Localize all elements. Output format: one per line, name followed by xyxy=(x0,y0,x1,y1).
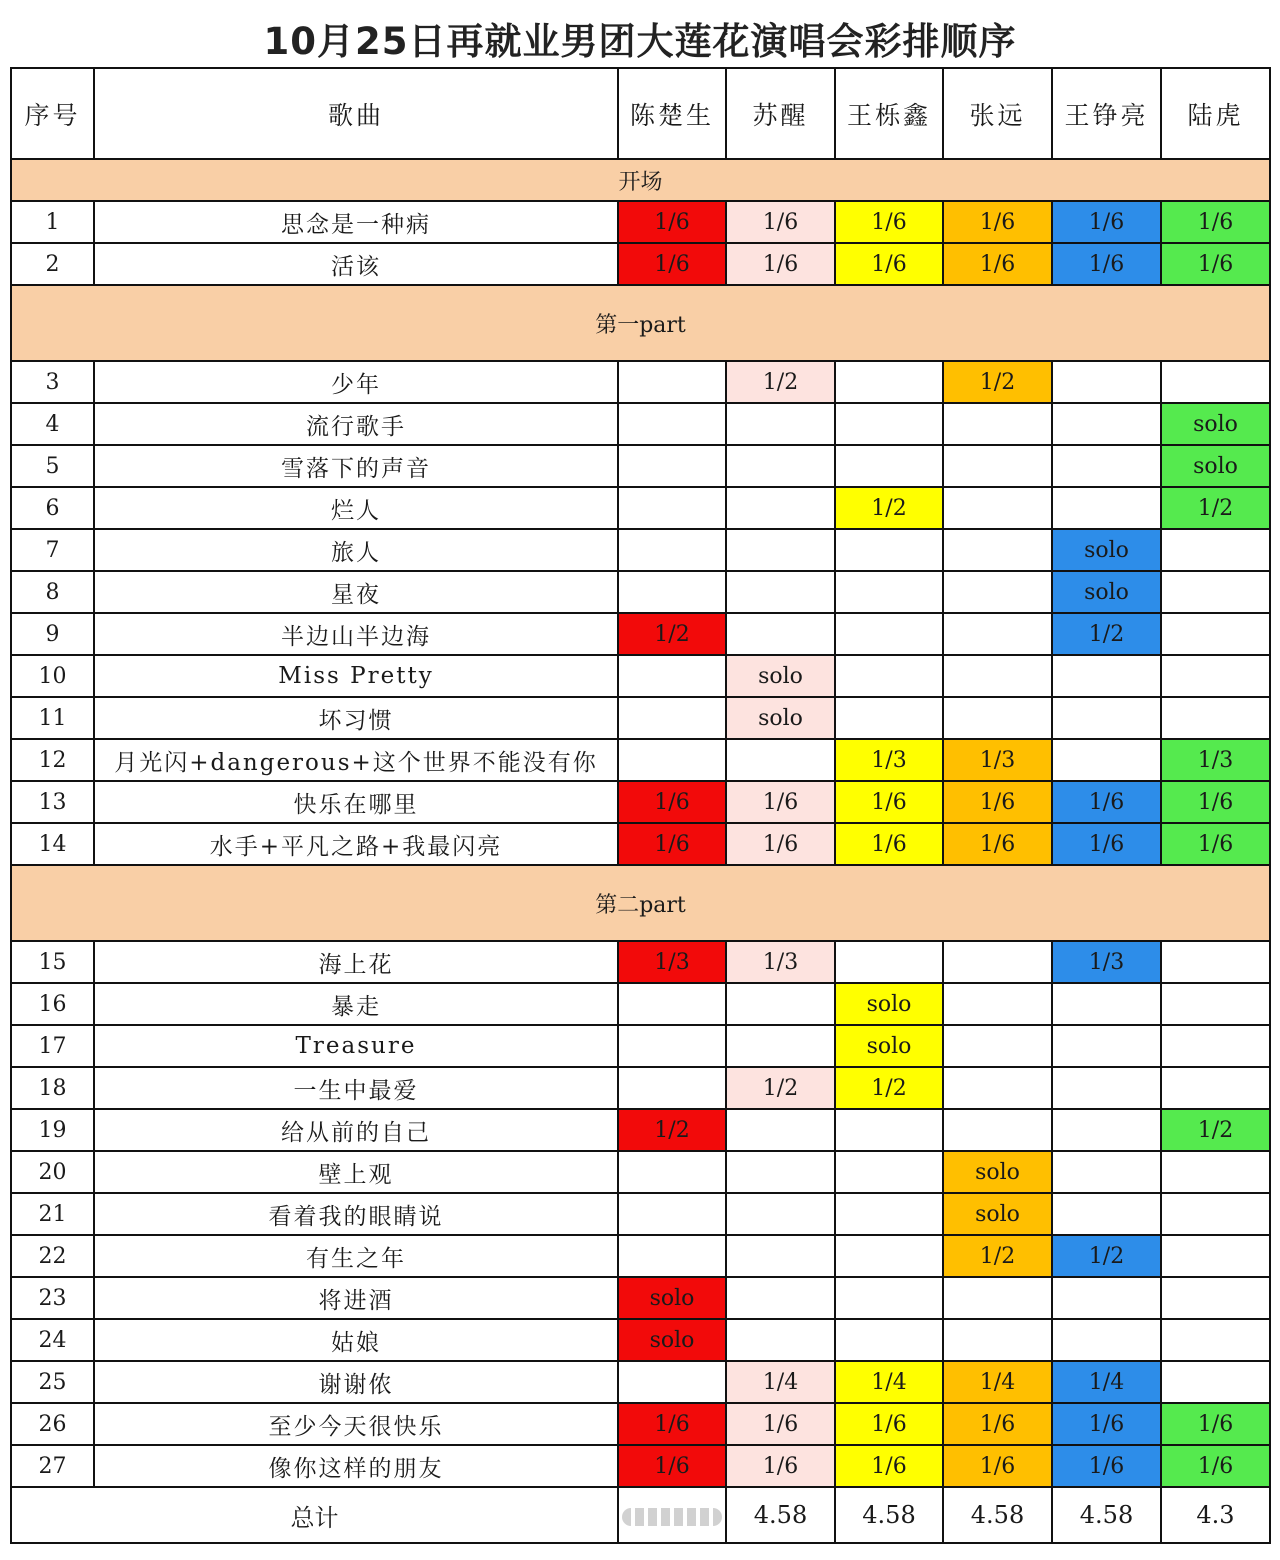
header-song: 歌曲 xyxy=(94,68,618,159)
total-row xyxy=(11,1487,1270,1543)
part-cell xyxy=(1161,1277,1270,1319)
song-title: 有生之年 xyxy=(94,1235,618,1277)
part-cell: 1/6 xyxy=(943,243,1052,285)
part-cell xyxy=(835,445,943,487)
part-cell xyxy=(1161,1361,1270,1403)
part-cell: solo xyxy=(1052,571,1161,613)
part-cell: 1/2 xyxy=(943,361,1052,403)
section-row xyxy=(11,285,1270,361)
part-cell: 1/6 xyxy=(618,243,726,285)
part-cell xyxy=(1161,361,1270,403)
part-cell: 1/2 xyxy=(1052,1235,1161,1277)
song-title: 旅人 xyxy=(94,529,618,571)
part-cell xyxy=(943,697,1052,739)
part-cell xyxy=(1161,1235,1270,1277)
part-cell: solo xyxy=(726,697,835,739)
part-cell xyxy=(835,941,943,983)
part-cell xyxy=(726,445,835,487)
part-cell: 1/6 xyxy=(618,1403,726,1445)
part-cell: 1/6 xyxy=(726,243,835,285)
part-cell: 1/3 xyxy=(726,941,835,983)
part-cell xyxy=(1052,739,1161,781)
part-cell xyxy=(618,1361,726,1403)
part-cell xyxy=(1052,403,1161,445)
part-cell xyxy=(835,361,943,403)
part-cell xyxy=(1052,1277,1161,1319)
song-title: 雪落下的声音 xyxy=(94,445,618,487)
part-cell: solo xyxy=(835,1025,943,1067)
song-number: 10 xyxy=(11,655,94,697)
section-row xyxy=(11,159,1270,201)
part-cell: 1/6 xyxy=(943,781,1052,823)
table-row xyxy=(11,1109,1270,1151)
part-cell: 1/6 xyxy=(618,201,726,243)
part-cell: solo xyxy=(726,655,835,697)
part-cell: 1/6 xyxy=(835,1403,943,1445)
table-row xyxy=(11,1151,1270,1193)
song-number: 14 xyxy=(11,823,94,865)
part-cell: 1/6 xyxy=(726,1403,835,1445)
part-cell: 1/2 xyxy=(618,613,726,655)
part-cell: 1/6 xyxy=(726,781,835,823)
part-cell xyxy=(835,655,943,697)
part-cell: 1/6 xyxy=(943,1445,1052,1487)
song-number: 23 xyxy=(11,1277,94,1319)
part-cell xyxy=(1052,1025,1161,1067)
part-cell xyxy=(618,403,726,445)
part-cell: 1/6 xyxy=(726,201,835,243)
watermark-mark xyxy=(622,1508,722,1526)
song-number: 18 xyxy=(11,1067,94,1109)
song-number: 5 xyxy=(11,445,94,487)
song-title: 半边山半边海 xyxy=(94,613,618,655)
table-row xyxy=(11,1277,1270,1319)
part-cell: solo xyxy=(618,1277,726,1319)
song-title: 壁上观 xyxy=(94,1151,618,1193)
table-body xyxy=(11,159,1270,1487)
table-row xyxy=(11,445,1270,487)
part-cell: 1/6 xyxy=(1052,1403,1161,1445)
total-cell-chen-chusheng xyxy=(618,1487,726,1543)
part-cell: 1/6 xyxy=(1161,243,1270,285)
part-cell xyxy=(618,445,726,487)
song-title: 一生中最爱 xyxy=(94,1067,618,1109)
part-cell: 1/2 xyxy=(1052,613,1161,655)
table-row xyxy=(11,613,1270,655)
table-row xyxy=(11,243,1270,285)
part-cell: 1/4 xyxy=(835,1361,943,1403)
song-title: 姑娘 xyxy=(94,1319,618,1361)
part-cell: 1/6 xyxy=(835,1445,943,1487)
part-cell: 1/2 xyxy=(835,487,943,529)
part-cell: solo xyxy=(943,1193,1052,1235)
part-cell xyxy=(1052,1109,1161,1151)
part-cell: 1/6 xyxy=(1161,1403,1270,1445)
part-cell xyxy=(1161,1319,1270,1361)
part-cell xyxy=(618,1025,726,1067)
part-cell xyxy=(1052,655,1161,697)
part-cell xyxy=(1161,941,1270,983)
song-number: 11 xyxy=(11,697,94,739)
song-number: 12 xyxy=(11,739,94,781)
part-cell xyxy=(943,571,1052,613)
part-cell xyxy=(835,1151,943,1193)
part-cell xyxy=(1052,697,1161,739)
part-cell: 1/6 xyxy=(618,781,726,823)
part-cell xyxy=(943,529,1052,571)
total-cell-wang-lixin: 4.58 xyxy=(835,1487,943,1543)
part-cell: 1/2 xyxy=(1161,487,1270,529)
part-cell xyxy=(618,529,726,571)
part-cell: 1/6 xyxy=(726,1445,835,1487)
part-cell xyxy=(726,403,835,445)
part-cell: 1/6 xyxy=(1161,1445,1270,1487)
song-title: 快乐在哪里 xyxy=(94,781,618,823)
table-row xyxy=(11,739,1270,781)
song-number: 27 xyxy=(11,1445,94,1487)
part-cell xyxy=(726,983,835,1025)
table-row xyxy=(11,781,1270,823)
page-title: 10月25日再就业男团大莲花演唱会彩排顺序 xyxy=(263,20,1017,63)
part-cell xyxy=(1052,361,1161,403)
part-cell xyxy=(1052,1067,1161,1109)
header-member-zhang-yuan: 张远 xyxy=(943,68,1052,159)
song-number: 3 xyxy=(11,361,94,403)
part-cell xyxy=(943,1109,1052,1151)
song-title: 活该 xyxy=(94,243,618,285)
song-number: 16 xyxy=(11,983,94,1025)
table-row xyxy=(11,655,1270,697)
part-cell xyxy=(1052,1193,1161,1235)
part-cell xyxy=(835,1235,943,1277)
part-cell xyxy=(943,983,1052,1025)
part-cell xyxy=(1052,487,1161,529)
song-number: 6 xyxy=(11,487,94,529)
part-cell xyxy=(1161,529,1270,571)
song-title: 流行歌手 xyxy=(94,403,618,445)
table-row xyxy=(11,941,1270,983)
part-cell xyxy=(1161,1193,1270,1235)
total-cell-su-xing: 4.58 xyxy=(726,1487,835,1543)
table-row xyxy=(11,1403,1270,1445)
song-title: 像你这样的朋友 xyxy=(94,1445,618,1487)
table-row xyxy=(11,697,1270,739)
part-cell: 1/6 xyxy=(835,781,943,823)
song-title: 星夜 xyxy=(94,571,618,613)
part-cell xyxy=(1161,983,1270,1025)
table-row xyxy=(11,529,1270,571)
part-cell xyxy=(726,1235,835,1277)
song-number: 21 xyxy=(11,1193,94,1235)
table-row xyxy=(11,1193,1270,1235)
part-cell: 1/4 xyxy=(1052,1361,1161,1403)
part-cell: 1/6 xyxy=(1052,781,1161,823)
song-number: 8 xyxy=(11,571,94,613)
table-row xyxy=(11,487,1270,529)
header-index: 序号 xyxy=(11,68,94,159)
part-cell: 1/2 xyxy=(943,1235,1052,1277)
song-title: 水手+平凡之路+我最闪亮 xyxy=(94,823,618,865)
part-cell xyxy=(618,571,726,613)
part-cell xyxy=(835,529,943,571)
part-cell xyxy=(618,983,726,1025)
part-cell: solo xyxy=(618,1319,726,1361)
part-cell: 1/3 xyxy=(943,739,1052,781)
part-cell xyxy=(618,697,726,739)
part-cell: 1/6 xyxy=(943,1403,1052,1445)
part-cell xyxy=(1161,1025,1270,1067)
part-cell xyxy=(835,403,943,445)
part-cell xyxy=(726,529,835,571)
part-cell: 1/6 xyxy=(835,243,943,285)
part-cell xyxy=(835,571,943,613)
part-cell: 1/6 xyxy=(1052,243,1161,285)
part-cell xyxy=(1052,1319,1161,1361)
table-row xyxy=(11,361,1270,403)
header-member-lu-hu: 陆虎 xyxy=(1161,68,1270,159)
part-cell xyxy=(943,613,1052,655)
table-row xyxy=(11,1445,1270,1487)
table-row xyxy=(11,1319,1270,1361)
part-cell xyxy=(1161,613,1270,655)
part-cell xyxy=(943,1025,1052,1067)
part-cell xyxy=(1161,655,1270,697)
song-title: 暴走 xyxy=(94,983,618,1025)
part-cell xyxy=(726,571,835,613)
part-cell xyxy=(835,1319,943,1361)
song-number: 20 xyxy=(11,1151,94,1193)
part-cell xyxy=(943,941,1052,983)
song-title: 给从前的自己 xyxy=(94,1109,618,1151)
part-cell xyxy=(943,1277,1052,1319)
part-cell xyxy=(618,739,726,781)
part-cell xyxy=(726,487,835,529)
part-cell xyxy=(726,613,835,655)
part-cell: 1/6 xyxy=(1161,823,1270,865)
part-cell xyxy=(835,1193,943,1235)
header-member-chen-chusheng: 陈楚生 xyxy=(618,68,726,159)
part-cell: 1/4 xyxy=(943,1361,1052,1403)
table-row xyxy=(11,983,1270,1025)
song-number: 26 xyxy=(11,1403,94,1445)
part-cell xyxy=(726,1151,835,1193)
part-cell xyxy=(618,1151,726,1193)
part-cell: solo xyxy=(835,983,943,1025)
part-cell: 1/6 xyxy=(618,823,726,865)
part-cell xyxy=(618,1235,726,1277)
header-member-wang-zhengliang: 王铮亮 xyxy=(1052,68,1161,159)
song-number: 24 xyxy=(11,1319,94,1361)
table-row xyxy=(11,1361,1270,1403)
part-cell: 1/2 xyxy=(1161,1109,1270,1151)
part-cell xyxy=(726,1193,835,1235)
song-title: 将进酒 xyxy=(94,1277,618,1319)
song-number: 19 xyxy=(11,1109,94,1151)
part-cell xyxy=(726,1109,835,1151)
song-number: 25 xyxy=(11,1361,94,1403)
part-cell: 1/3 xyxy=(1052,941,1161,983)
section-row xyxy=(11,865,1270,941)
part-cell xyxy=(618,1067,726,1109)
song-number: 9 xyxy=(11,613,94,655)
part-cell xyxy=(835,1109,943,1151)
song-title: 月光闪+dangerous+这个世界不能没有你 xyxy=(94,739,618,781)
song-title: Treasure xyxy=(94,1025,618,1067)
part-cell: 1/6 xyxy=(726,823,835,865)
part-cell xyxy=(1052,445,1161,487)
header-row xyxy=(11,68,1270,159)
part-cell: 1/6 xyxy=(618,1445,726,1487)
part-cell xyxy=(726,739,835,781)
song-title: 烂人 xyxy=(94,487,618,529)
song-title: 谢谢侬 xyxy=(94,1361,618,1403)
section-label: 第一part xyxy=(11,285,1270,361)
header-member-su-xing: 苏醒 xyxy=(726,68,835,159)
schedule-table xyxy=(10,67,1271,1544)
part-cell xyxy=(943,655,1052,697)
song-number: 7 xyxy=(11,529,94,571)
song-title: Miss Pretty xyxy=(94,655,618,697)
part-cell: 1/2 xyxy=(726,1067,835,1109)
section-label: 第二part xyxy=(11,865,1270,941)
song-title: 少年 xyxy=(94,361,618,403)
part-cell xyxy=(618,655,726,697)
section-label: 开场 xyxy=(11,159,1270,201)
part-cell xyxy=(943,403,1052,445)
song-number: 2 xyxy=(11,243,94,285)
part-cell: solo xyxy=(1052,529,1161,571)
part-cell xyxy=(1052,983,1161,1025)
part-cell xyxy=(943,445,1052,487)
table-row xyxy=(11,571,1270,613)
part-cell: 1/6 xyxy=(1052,1445,1161,1487)
total-cell-lu-hu: 4.3 xyxy=(1161,1487,1270,1543)
part-cell: 1/6 xyxy=(1052,201,1161,243)
part-cell: 1/2 xyxy=(835,1067,943,1109)
part-cell: 1/3 xyxy=(835,739,943,781)
part-cell: 1/6 xyxy=(1161,201,1270,243)
part-cell: 1/6 xyxy=(943,823,1052,865)
part-cell: 1/3 xyxy=(1161,739,1270,781)
part-cell xyxy=(618,487,726,529)
part-cell xyxy=(618,361,726,403)
part-cell xyxy=(943,1067,1052,1109)
part-cell xyxy=(835,613,943,655)
part-cell: 1/6 xyxy=(1052,823,1161,865)
part-cell: 1/6 xyxy=(835,201,943,243)
part-cell xyxy=(618,1193,726,1235)
header-member-wang-lixin: 王栎鑫 xyxy=(835,68,943,159)
part-cell xyxy=(835,697,943,739)
part-cell: 1/2 xyxy=(618,1109,726,1151)
part-cell: 1/6 xyxy=(1161,781,1270,823)
part-cell xyxy=(726,1319,835,1361)
part-cell: 1/6 xyxy=(835,823,943,865)
song-title: 坏习惯 xyxy=(94,697,618,739)
part-cell: solo xyxy=(1161,445,1270,487)
part-cell xyxy=(943,487,1052,529)
part-cell xyxy=(1161,1067,1270,1109)
part-cell xyxy=(943,1319,1052,1361)
part-cell xyxy=(1161,571,1270,613)
table-row xyxy=(11,823,1270,865)
song-number: 22 xyxy=(11,1235,94,1277)
song-title: 至少今天很快乐 xyxy=(94,1403,618,1445)
table-row xyxy=(11,1235,1270,1277)
song-number: 17 xyxy=(11,1025,94,1067)
song-title: 思念是一种病 xyxy=(94,201,618,243)
table-row xyxy=(11,1025,1270,1067)
part-cell xyxy=(726,1025,835,1067)
part-cell: 1/6 xyxy=(943,201,1052,243)
part-cell xyxy=(1052,1151,1161,1193)
song-title: 看着我的眼睛说 xyxy=(94,1193,618,1235)
part-cell xyxy=(1161,697,1270,739)
total-cell-wang-zhengliang: 4.58 xyxy=(1052,1487,1161,1543)
total-label: 总计 xyxy=(11,1487,618,1543)
part-cell xyxy=(726,1277,835,1319)
part-cell xyxy=(835,1277,943,1319)
part-cell: 1/4 xyxy=(726,1361,835,1403)
song-number: 4 xyxy=(11,403,94,445)
table-row xyxy=(11,1067,1270,1109)
part-cell: 1/2 xyxy=(726,361,835,403)
song-title: 海上花 xyxy=(94,941,618,983)
part-cell xyxy=(1161,1151,1270,1193)
part-cell: solo xyxy=(943,1151,1052,1193)
table-row xyxy=(11,201,1270,243)
song-number: 1 xyxy=(11,201,94,243)
part-cell: 1/3 xyxy=(618,941,726,983)
song-number: 15 xyxy=(11,941,94,983)
table-row xyxy=(11,403,1270,445)
total-cell-zhang-yuan: 4.58 xyxy=(943,1487,1052,1543)
part-cell: solo xyxy=(1161,403,1270,445)
song-number: 13 xyxy=(11,781,94,823)
